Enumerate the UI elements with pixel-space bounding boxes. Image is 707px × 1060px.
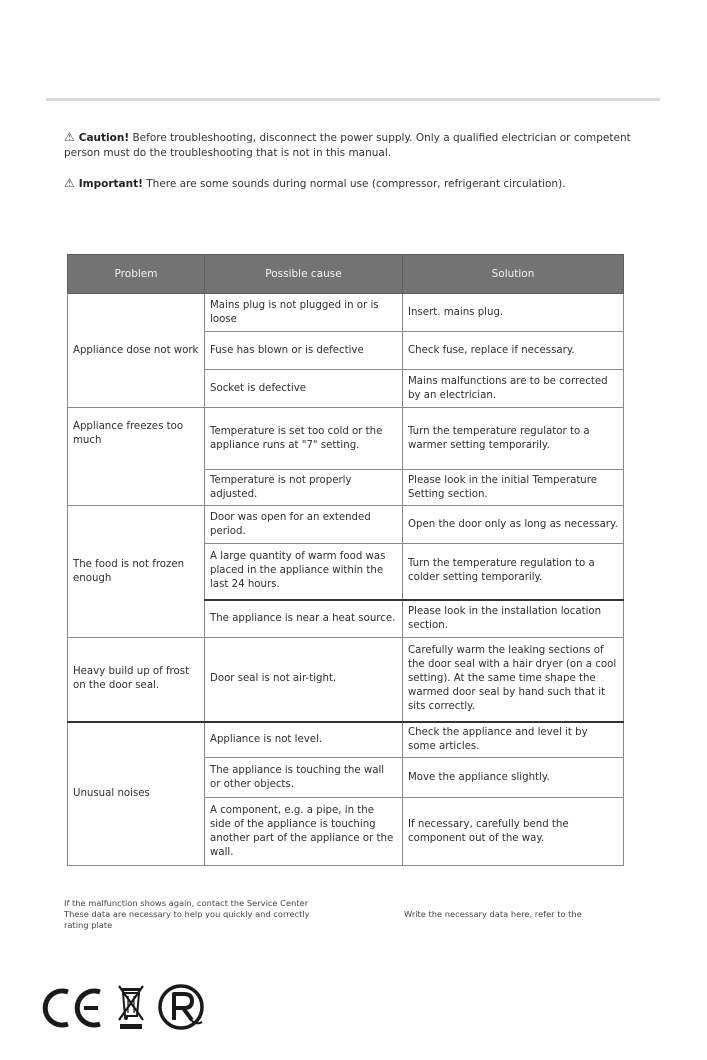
ce-mark-icon	[42, 988, 104, 1028]
important-text: There are some sounds during normal use (compressor, refrigerant circulation).	[142, 178, 566, 190]
table-row	[68, 506, 624, 544]
cause-cell: Door seal is not air-tight.	[205, 638, 403, 722]
cause-cell: Socket is defective	[205, 370, 403, 408]
table-row	[68, 294, 624, 332]
caution-text: Before troubleshooting, disconnect the power supply. Only a qualified electrician or competent person must do the troubleshooting that is not in this manual.	[64, 132, 631, 159]
cause-cell: The appliance is near a heat source.	[205, 600, 403, 638]
footer-notes	[64, 898, 654, 931]
solution-cell: Check the appliance and level it by some articles.	[403, 722, 624, 758]
cause-cell: Temperature is not properly adjusted.	[205, 470, 403, 506]
solution-cell: Move the appliance slightly.	[403, 758, 624, 798]
footer-line: If the malfunction shows again, contact the Service Center	[64, 898, 309, 908]
caution-label: Caution!	[78, 132, 130, 144]
problem-cell: Appliance dose not work	[68, 294, 205, 408]
footer-line: Write the necessary data here, refer to the	[404, 909, 582, 919]
troubleshooting-table	[67, 254, 624, 866]
solution-cell: Turn the temperature regulation to a colder setting temporarily.	[403, 544, 624, 600]
solution-cell: Please look in the initial Temperature Setting section.	[403, 470, 624, 506]
cause-cell: Fuse has blown or is defective	[205, 332, 403, 370]
solution-cell: Turn the temperature regulator to a warmer setting temporarily.	[403, 408, 624, 470]
header-possible-cause: Possible cause	[205, 255, 403, 294]
solution-cell: Mains malfunctions are to be corrected by an electrician.	[403, 370, 624, 408]
cause-cell: A large quantity of warm food was placed in the appliance within the last 24 hours.	[205, 544, 403, 600]
table-header-row	[68, 255, 624, 294]
footer-line: rating plate	[64, 920, 113, 930]
cause-cell: Mains plug is not plugged in or is loose	[205, 294, 403, 332]
certification-marks	[40, 980, 240, 1040]
caution-note	[64, 130, 644, 161]
cause-cell: Appliance is not level.	[205, 722, 403, 758]
problem-cell: Appliance freezes too much	[68, 408, 205, 506]
cause-cell: Temperature is set too cold or the appliance runs at "7" setting.	[205, 408, 403, 470]
cause-cell: The appliance is touching the wall or other objects.	[205, 758, 403, 798]
solution-cell: If necessary, carefully bend the component out of the way.	[403, 798, 624, 866]
table-row	[68, 638, 624, 722]
solution-cell: Check fuse, replace if necessary.	[403, 332, 624, 370]
solution-cell: Insert. mains plug.	[403, 294, 624, 332]
problem-cell: The food is not frozen enough	[68, 506, 205, 638]
warning-triangle-icon: ⚠	[64, 176, 75, 190]
important-label: Important!	[78, 178, 143, 190]
crossed-out-wheelie-bin-icon	[116, 984, 146, 1030]
header-problem: Problem	[68, 255, 205, 294]
problem-cell: Heavy build up of frost on the door seal.	[68, 638, 205, 722]
important-note	[64, 176, 644, 192]
table-row	[68, 408, 624, 470]
problem-cell: Unusual noises	[68, 722, 205, 866]
solution-cell: Open the door only as long as necessary.	[403, 506, 624, 544]
header-solution: Solution	[403, 255, 624, 294]
header-divider	[46, 98, 660, 101]
cause-cell: Door was open for an extended period.	[205, 506, 403, 544]
solution-cell: Carefully warm the leaking sections of the door seal with a hair dryer (on a cool setting). At the same time shape the warmed door seal by hand such that it sits correctly.	[403, 638, 624, 722]
table-row	[68, 722, 624, 758]
warning-triangle-icon: ⚠	[64, 130, 75, 144]
cause-cell: A component, e.g. a pipe, in the side of the appliance is touching another part of the appliance or the wall.	[205, 798, 403, 866]
solution-cell: Please look in the installation location section.	[403, 600, 624, 638]
footer-line: These data are necessary to help you quickly and correctly	[64, 909, 310, 919]
r-mark-icon	[156, 982, 206, 1032]
